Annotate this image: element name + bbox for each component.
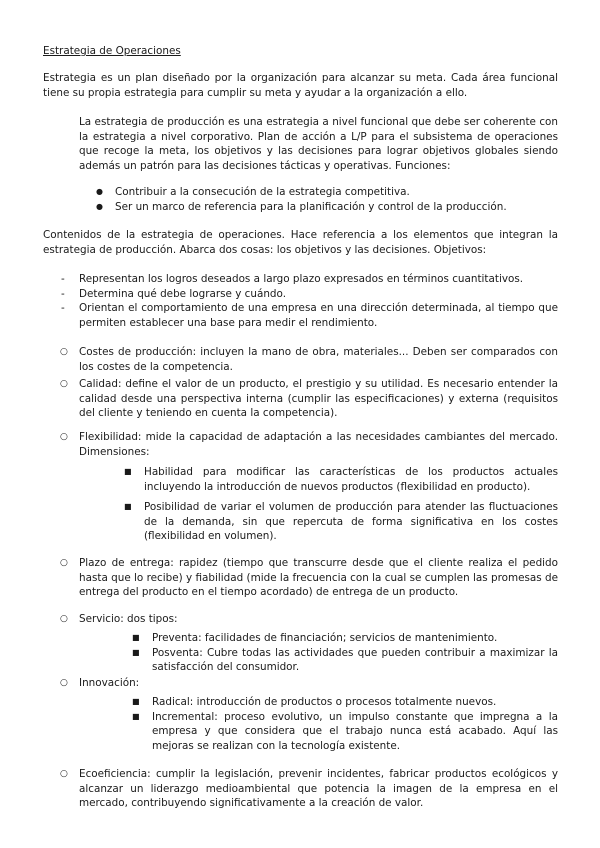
intro-paragraph: Estrategia es un plan diseñado por la organización para alcanzar su meta. Cada área funcional tiene su propia estrategia para cumplir su meta y ayudar a la organización a ello. [43,72,558,99]
flexibility-item [43,430,558,459]
delivery-text: ○ Plazo de entrega: rapidez (tiempo que transcurre desde que el cliente realiza el pedido hasta que lo recibe) y fiabilidad (mide la frecuencia con la cual se cumplen las promesas de entrega del producto en el tiempo acordado) de entrega de un producto. [79,557,558,598]
innovation-list [132,695,558,753]
innovation-text: ○ Innovación: [79,677,140,689]
innovation-item [43,676,558,691]
list-item: ■ Preventa: facilidades de financiación; servicios de mantenimiento. [132,631,558,646]
list-item: ■ Posventa: Cubre todas las actividades que pueden contribuir a maximizar la satisfacción del consumidor. [132,646,558,675]
functions-list [79,185,558,214]
costs-text: ○ Costes de producción: incluyen la mano de obra, materiales... Deben ser comparados con los costes de la competencia. [79,346,558,373]
contents-paragraph: Contenidos de la estrategia de operaciones. Hace referencia a los elementos que integran la estrategia de producción. Abarca dos cosas: los objetivos y las decisiones. Objetivos: [43,229,558,256]
costs-item [43,345,558,374]
list-item: - Orientan el comportamiento de una empresa en una dirección determinada, al tiempo que permiten establecer una base para medir el rendimiento. [43,301,558,330]
list-item: ■ Radical: introducción de productos o procesos totalmente nuevos. [132,695,558,710]
ecoefficiency-item [43,767,558,811]
ecoefficiency-text: ○ Ecoeficiencia: cumplir la legislación, prevenir incidentes, fabricar productos ecológicos y alcanzar un liderazgo medioambiental que potencia la imagen de la empresa en el mercado, contribuyendo significativamente a la creación de valor. [79,768,558,809]
list-item: ■ Habilidad para modificar las características de los productos actuales incluyendo la introducción de nuevos productos (flexibilidad en producto). [124,465,558,494]
document-title: Estrategia de Operaciones [43,45,181,57]
service-text: ○ Servicio: dos tipos: [79,613,178,625]
list-item: ■ Posibilidad de variar el volumen de producción para atender las fluctuaciones de la demanda, sin que repercuta de forma significativa en los costes (flexibilidad en volumen). [124,500,558,544]
quality-text: ○ Calidad: define el valor de un producto, el prestigio y su utilidad. Es necesario entender la calidad desde una perspectiva interna (cumplir las especificaciones) y externa (requisitos del cliente y teniendo en cuenta la competencia). [79,378,558,419]
service-item [43,612,558,627]
list-item: - Representan los logros deseados a largo plazo expresados en términos cuantitativos. [43,272,558,287]
production-definition-paragraph: La estrategia de producción es una estrategia a nivel funcional que debe ser coherente con la estrategia a nivel corporativo. Plan de acción a L/P para el subsistema de operaciones que recoge la meta, los objetivos y las decisiones para lograr objetivos globales siendo además un patrón para las decisiones tácticas y operativas. Funciones: [79,116,558,172]
list-item: - Determina qué debe lograrse y cuándo. [43,287,558,302]
delivery-item [43,556,558,600]
flexibility-text: ○ Flexibilidad: mide la capacidad de adaptación a las necesidades cambiantes del mercado. Dimensiones: [79,431,558,458]
quality-item [43,377,558,421]
flexibility-list [124,465,558,544]
objectives-dash-list [43,272,558,330]
service-list [132,631,558,675]
list-item: ■ Incremental: proceso evolutivo, un impulso constante que impregna a la empresa y que considera que el trabajo nunca está acabado. Aquí las mejoras se realizan con la tecnología existente. [132,710,558,754]
list-item: ● Ser un marco de referencia para la planificación y control de la producción. [79,200,558,215]
list-item: ● Contribuir a la consecución de la estrategia competitiva. [79,185,558,200]
